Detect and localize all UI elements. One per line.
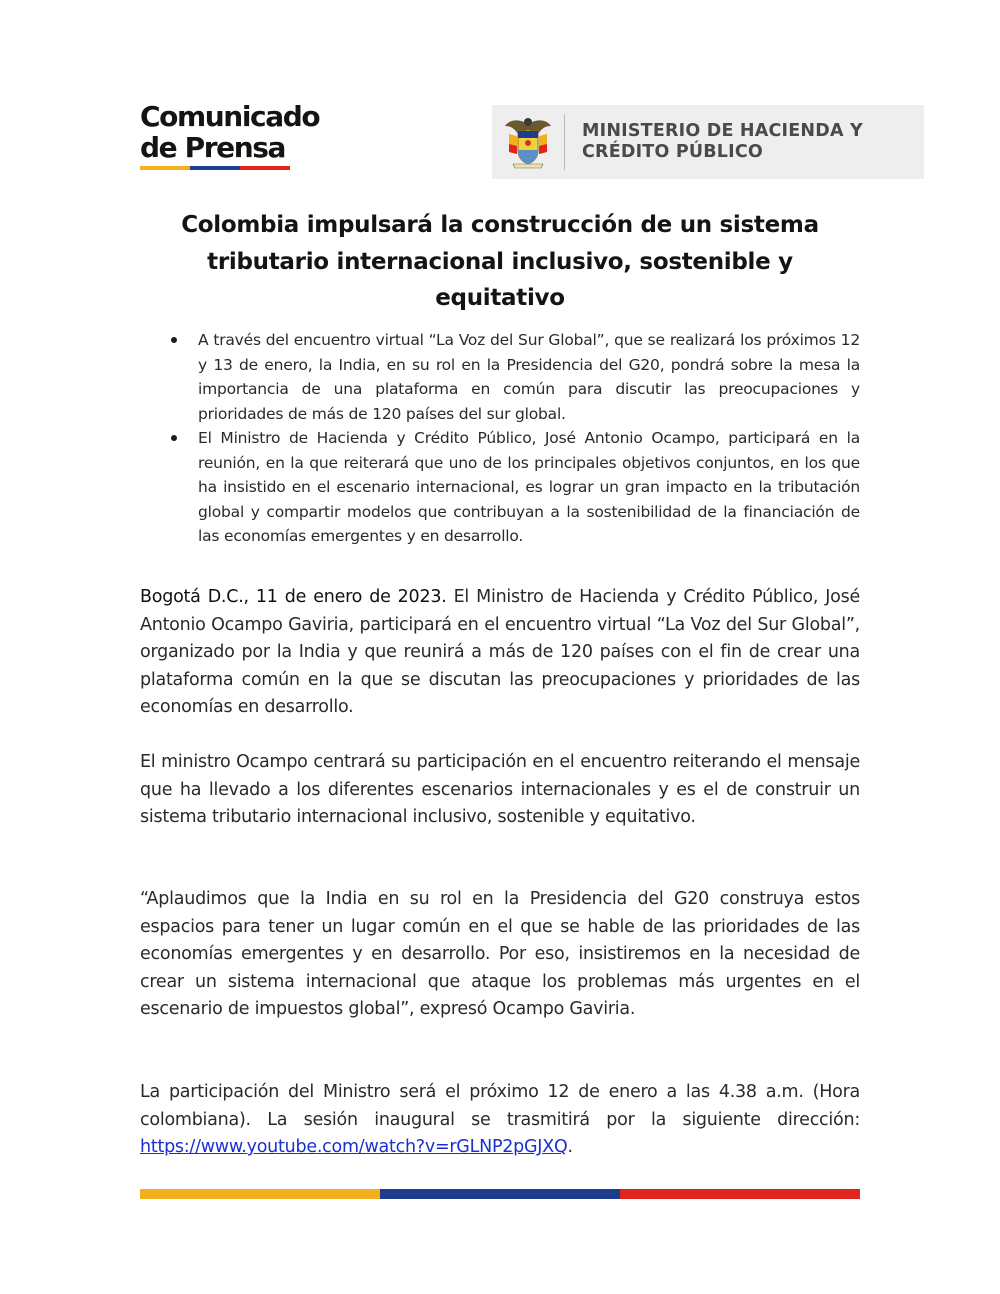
press-release-brand bbox=[140, 101, 319, 163]
logo-divider bbox=[564, 114, 565, 170]
body-paragraph-3-quote: “Aplaudimos que la India en su rol en la Presidencia del G20 construya estos espacios para tener un lugar común en el que se hable de las prioridades de las economías emergentes y en desarrollo. Por eso, insistiremos en la necesidad de crear un sistema internacional que ataque los problemas más urgentes en el escenario de impuestos global”, expresó Ocampo Gaviria. bbox=[140, 889, 860, 1019]
paragraph-1-text: El Ministro de Hacienda y Crédito Público, José Antonio Ocampo Gaviria, participará en el encuentro virtual “La Voz del Sur Global”, organizado por la India y que reunirá a más de 120 países con el fin de crear una plataforma común en la que se discutan las preocupaciones y prioridades de las economías en desarrollo. bbox=[140, 587, 860, 717]
brand-bar-yellow bbox=[140, 166, 190, 170]
brand-line-2: de Prensa bbox=[140, 131, 285, 164]
footer-color-bar bbox=[140, 1189, 860, 1199]
ministry-name-line-2: CRÉDITO PÚBLICO bbox=[582, 142, 763, 162]
coat-of-arms-icon bbox=[492, 105, 564, 179]
summary-bullets bbox=[198, 328, 860, 549]
ministry-name bbox=[582, 121, 863, 163]
footer-bar-yellow bbox=[140, 1189, 380, 1199]
body-paragraph-4 bbox=[140, 1079, 860, 1162]
ministry-name-line-1: MINISTERIO DE HACIENDA Y bbox=[582, 121, 863, 141]
footer-bar-blue bbox=[380, 1189, 620, 1199]
ministry-logo bbox=[492, 105, 924, 179]
summary-bullet: El Ministro de Hacienda y Crédito Público, José Antonio Ocampo, participará en la reunión, en la que reiterará que uno de los principales objetivos conjuntos, en los que ha insistido en el escenario internacional, es lograr un gran impacto en la tributación global y compartir modelos que contribuyan a la sostenibilidad de la financiación de las economías emergentes y en desarrollo. bbox=[198, 426, 860, 549]
press-release-headline: Colombia impulsará la construcción de un sistema tributario internacional inclusivo, sostenible y equitativo bbox=[181, 212, 819, 311]
footer-bar-red bbox=[620, 1189, 860, 1199]
paragraph-4-text: La participación del Ministro será el próximo 12 de enero a las 4.38 a.m. (Hora colombiana). La sesión inaugural se trasmitirá por la siguiente dirección: bbox=[140, 1082, 860, 1130]
dateline: Bogotá D.C., 11 de enero de 2023. bbox=[140, 587, 447, 607]
brand-color-bar bbox=[140, 166, 290, 170]
brand-bar-red bbox=[240, 166, 290, 170]
brand-line-1: Comunicado bbox=[140, 100, 320, 133]
body-paragraph-1 bbox=[140, 584, 860, 722]
summary-bullet: A través del encuentro virtual “La Voz del Sur Global”, que se realizará los próximos 12 y 13 de enero, la India, en su rol en la Presidencia del G20, pondrá sobre la mesa la importancia de una plataforma en común para discutir las preocupaciones y prioridades de más de 120 países del sur global. bbox=[198, 328, 860, 426]
youtube-link[interactable]: https://www.youtube.com/watch?v=rGLNP2pGJXQ bbox=[140, 1137, 568, 1157]
body-paragraph-2: El ministro Ocampo centrará su participación en el encuentro reiterando el mensaje que ha llevado a los diferentes escenarios internacionales y es el de construir un sistema tributario internacional inclusivo, sostenible y equitativo. bbox=[140, 752, 860, 827]
paragraph-4-end: . bbox=[567, 1137, 573, 1157]
brand-bar-blue bbox=[190, 166, 240, 170]
